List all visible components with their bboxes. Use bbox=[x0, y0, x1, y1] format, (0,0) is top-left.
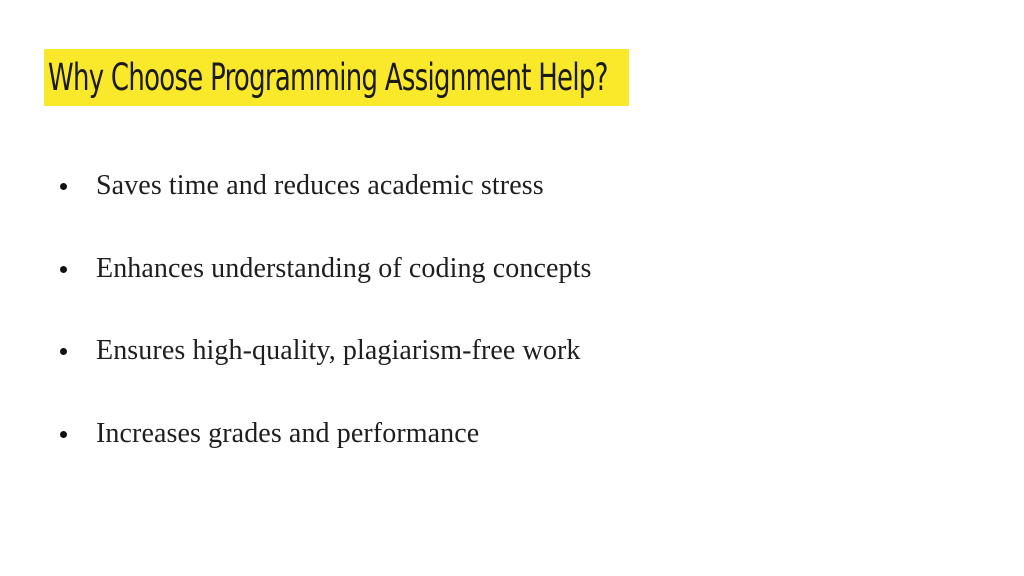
title-highlight bbox=[44, 49, 629, 106]
bullet-text: Saves time and reduces academic stress bbox=[96, 170, 544, 201]
list-item bbox=[60, 414, 479, 454]
slide-title: Why Choose Programming Assignment Help? bbox=[48, 56, 608, 99]
bullet-text: Increases grades and performance bbox=[96, 418, 480, 449]
list-item bbox=[60, 166, 544, 206]
bullet-dot-icon bbox=[60, 431, 67, 438]
bullet-dot-icon bbox=[60, 348, 67, 355]
bullet-dot-icon bbox=[60, 266, 67, 273]
bullet-text: Ensures high-quality, plagiarism-free work bbox=[96, 335, 581, 366]
bullet-text: Enhances understanding of coding concepts bbox=[96, 253, 592, 284]
bullet-dot-icon bbox=[60, 183, 67, 190]
list-item bbox=[60, 249, 592, 289]
list-item bbox=[60, 331, 580, 371]
